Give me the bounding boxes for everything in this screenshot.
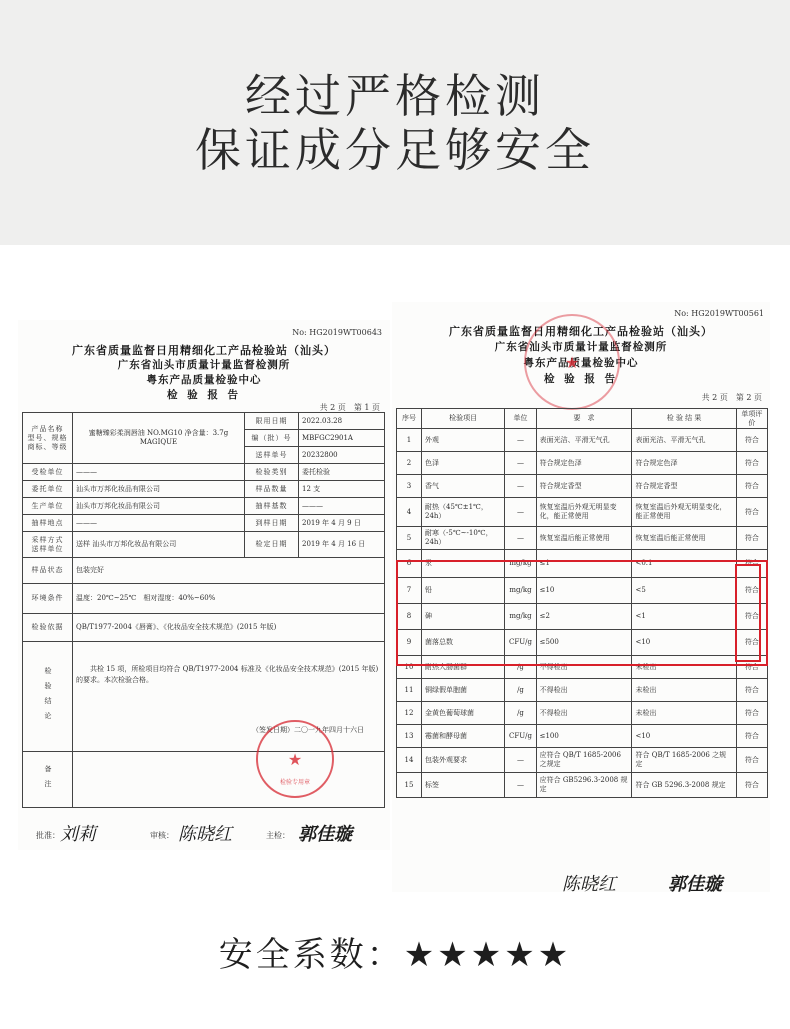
- main-inspector-signature: 郭佳璇: [668, 874, 722, 895]
- issue-date: （签发日期）二〇一九年四月十六日: [252, 726, 364, 734]
- test-item: 菌落总数: [422, 630, 505, 656]
- requirement: ≤100: [536, 725, 632, 748]
- info-label: 检定日期: [245, 532, 299, 558]
- unit: —: [505, 773, 536, 798]
- info-label: 送样单号: [245, 447, 299, 464]
- seal-text: 检验专用章: [279, 779, 310, 786]
- safety-rating: [0, 935, 790, 975]
- test-result: 未检出: [632, 679, 736, 702]
- row-number: 12: [397, 702, 422, 725]
- test-item: 香气: [422, 475, 505, 498]
- evaluation: 符合: [736, 527, 767, 550]
- info-label: 检验类别: [245, 464, 299, 481]
- main-inspector-label: 主检：: [266, 831, 290, 840]
- test-result: 符合规定香型: [632, 475, 736, 498]
- org-name-1: 广东省质量监督日用精细化工产品检验站（汕头）: [449, 325, 713, 338]
- evaluation: 符合: [736, 679, 767, 702]
- info-value: 汕头市万邦化妆品有限公司: [73, 498, 245, 515]
- col-header: 序号: [397, 409, 422, 429]
- sample-state-label: 样品状态: [23, 558, 73, 584]
- org-name-2: 广东省汕头市质量计量监督检测所: [494, 341, 668, 353]
- table-row: [397, 475, 768, 498]
- info-label: 抽样地点: [23, 515, 73, 532]
- table-row: [397, 748, 768, 773]
- conclusion-label: 检验结论: [23, 642, 73, 752]
- star-icon: ★★★★★: [403, 935, 572, 975]
- col-header: 检验项目: [422, 409, 505, 429]
- row-number: 13: [397, 725, 422, 748]
- requirement: 表面光洁、平滑无气孔: [536, 429, 632, 452]
- requirement: ≤500: [536, 630, 632, 656]
- table-row: [397, 527, 768, 550]
- info-value: 2019 年 4 月 16 日: [299, 532, 385, 558]
- row-number: 14: [397, 748, 422, 773]
- table-row: [397, 452, 768, 475]
- info-label: 编（批）号: [245, 430, 299, 447]
- test-result: 符合规定色泽: [632, 452, 736, 475]
- unit: /g: [505, 656, 536, 679]
- info-value: ———: [73, 515, 245, 532]
- test-result: <10: [632, 725, 736, 748]
- requirement: 不得检出: [536, 656, 632, 679]
- test-item: 汞: [422, 550, 505, 578]
- unit: —: [505, 429, 536, 452]
- evaluation: 符合: [736, 429, 767, 452]
- page-indicator: 共 2 页 第 1 页: [319, 403, 380, 412]
- inspection-report-page-1: [18, 320, 390, 850]
- basis-label: 检验依据: [23, 614, 73, 642]
- org-name-3: 粤东产品质量检验中心: [523, 357, 639, 369]
- requirement: 不得检出: [536, 679, 632, 702]
- requirement: ≤10: [536, 578, 632, 604]
- row-number: 9: [397, 630, 422, 656]
- col-header: 单项评价: [736, 409, 767, 429]
- test-item: 标签: [422, 773, 505, 798]
- info-label: 生产单位: [23, 498, 73, 515]
- row-number: 3: [397, 475, 422, 498]
- requirement: 符合规定香型: [536, 475, 632, 498]
- unit: mg/kg: [505, 578, 536, 604]
- requirement: 恢复室温后外观无明显变化，能正常使用: [536, 498, 632, 527]
- environment-value: 温度：20℃~25℃ 相对湿度：40%~60%: [73, 584, 385, 614]
- row-number: 8: [397, 604, 422, 630]
- evaluation: 符合: [736, 630, 767, 656]
- sample-state-value: 包装完好: [73, 558, 385, 584]
- evaluation: 符合: [736, 656, 767, 679]
- test-item: 铅: [422, 578, 505, 604]
- info-value: 20232800: [299, 447, 385, 464]
- row-number: 15: [397, 773, 422, 798]
- requirement: 应符合 QB/T 1685-2006 之规定: [536, 748, 632, 773]
- info-label: 样品数量: [245, 481, 299, 498]
- test-item: 耐热（45℃±1℃，24h）: [422, 498, 505, 527]
- note-value: [73, 752, 385, 808]
- unit: CFU/g: [505, 725, 536, 748]
- info-label: 到样日期: [245, 515, 299, 532]
- test-item: 色泽: [422, 452, 505, 475]
- conclusion-text: 共检 15 项，所检项目均符合 QB/T1977-2004 标准及《化妆品安全技术规范》(2015 年版) 的要求。本次检验合格。: [76, 665, 379, 684]
- row-number: 5: [397, 527, 422, 550]
- info-value: 委托检验: [299, 464, 385, 481]
- approve-signature: 刘莉: [60, 824, 96, 845]
- requirement: ≤2: [536, 604, 632, 630]
- info-value: 送样 汕头市万邦化妆品有限公司: [73, 532, 245, 558]
- test-result: 恢复室温后能正常使用: [632, 527, 736, 550]
- row-number: 11: [397, 679, 422, 702]
- evaluation: 符合: [736, 702, 767, 725]
- info-value: ———: [73, 464, 245, 481]
- evaluation: 符合: [736, 498, 767, 527]
- test-result: <0.1: [632, 550, 736, 578]
- test-item: 霉菌和酵母菌: [422, 725, 505, 748]
- unit: —: [505, 452, 536, 475]
- info-value: 2022.03.28: [299, 413, 385, 430]
- environment-label: 环境条件: [23, 584, 73, 614]
- test-item: 耐热大肠菌群: [422, 656, 505, 679]
- test-item: 耐寒（-5℃~-10℃，24h）: [422, 527, 505, 550]
- product-name-label: 产品名称 型号、规格 商标、等级: [23, 413, 73, 464]
- info-label: 受检单位: [23, 464, 73, 481]
- report-title: 检 验 报 告: [544, 373, 618, 385]
- safety-rating-label: 安全系数：: [218, 935, 404, 975]
- highlight-frame: [396, 560, 768, 666]
- org-name-2: 广东省汕头市质量计量监督检测所: [117, 359, 291, 371]
- unit: mg/kg: [505, 604, 536, 630]
- test-item: 金黄色葡萄球菌: [422, 702, 505, 725]
- header-banner: [0, 0, 790, 245]
- test-result: 符合 QB/T 1685-2006 之规定: [632, 748, 736, 773]
- headline-line-1: 经过严格检测: [245, 69, 545, 123]
- row-number: 2: [397, 452, 422, 475]
- row-number: 6: [397, 550, 422, 578]
- review-signature: 陈晓红: [178, 824, 232, 845]
- info-label: 委托单位: [23, 481, 73, 498]
- report-number: No: HG2019WT00561: [674, 309, 764, 318]
- test-item: 外观: [422, 429, 505, 452]
- approve-label: 批准：: [36, 831, 60, 840]
- info-label: 抽样基数: [245, 498, 299, 515]
- unit: —: [505, 748, 536, 773]
- unit: —: [505, 498, 536, 527]
- test-result: <5: [632, 578, 736, 604]
- review-label: 审核：: [150, 831, 174, 840]
- report-number: No: HG2019WT00643: [292, 328, 382, 337]
- basis-value: QB/T1977-2004《唇膏》、《化妆品安全技术规范》(2015 年版): [73, 614, 385, 642]
- row-number: 10: [397, 656, 422, 679]
- row-number: 7: [397, 578, 422, 604]
- test-result: 未检出: [632, 656, 736, 679]
- test-item: 包装外观要求: [422, 748, 505, 773]
- row-number: 1: [397, 429, 422, 452]
- unit: —: [505, 527, 536, 550]
- unit: /g: [505, 702, 536, 725]
- inspection-report-page-2: [392, 302, 770, 895]
- evaluation: 符合: [736, 578, 767, 604]
- info-value: 2019 年 4 月 9 日: [299, 515, 385, 532]
- evaluation: 符合: [736, 604, 767, 630]
- conclusion-cell: [73, 642, 385, 752]
- test-result: 未检出: [632, 702, 736, 725]
- headline-line-2: 保证成分足够安全: [195, 123, 595, 177]
- test-result: <10: [632, 630, 736, 656]
- table-row: [397, 725, 768, 748]
- org-name-3: 粤东产品质量检验中心: [146, 374, 262, 386]
- unit: CFU/g: [505, 630, 536, 656]
- table-row: [397, 429, 768, 452]
- org-name-1: 广东省质量监督日用精细化工产品检验站（汕头）: [72, 344, 336, 357]
- evaluation: 符合: [736, 475, 767, 498]
- highlight-evaluation-frame: [735, 564, 761, 662]
- col-header: 要 求: [536, 409, 632, 429]
- report-title: 检 验 报 告: [167, 389, 241, 401]
- note-label: 备注: [23, 752, 73, 808]
- table-row: [397, 702, 768, 725]
- info-value: ———: [299, 498, 385, 515]
- table-row: [397, 773, 768, 798]
- test-result: 符合 GB 5296.3-2008 规定: [632, 773, 736, 798]
- page-indicator: 共 2 页 第 2 页: [701, 393, 762, 402]
- requirement: ≤1: [536, 550, 632, 578]
- table-row: [397, 679, 768, 702]
- info-value: 汕头市万邦化妆品有限公司: [73, 481, 245, 498]
- evaluation: 符合: [736, 550, 767, 578]
- test-result: 表面光洁、平滑无气孔: [632, 429, 736, 452]
- col-header: 单位: [505, 409, 536, 429]
- requirement: 恢复室温后能正常使用: [536, 527, 632, 550]
- official-seal: [524, 314, 620, 410]
- test-result: 恢复室温后外观无明显变化，能正常使用: [632, 498, 736, 527]
- requirement: 不得检出: [536, 702, 632, 725]
- info-value: MBFGC2901A: [299, 430, 385, 447]
- info-label: 采样方式 送样单位: [23, 532, 73, 558]
- table-row: [397, 498, 768, 527]
- official-seal: [256, 720, 334, 798]
- product-name-value: 蜜糖臻彩柔润唇油 NO.MG10 净含量：3.7g MAGIQUE: [73, 413, 245, 464]
- unit: mg/kg: [505, 550, 536, 578]
- test-item: 铜绿假单胞菌: [422, 679, 505, 702]
- unit: /g: [505, 679, 536, 702]
- evaluation: 符合: [736, 773, 767, 798]
- evaluation: 符合: [736, 748, 767, 773]
- unit: —: [505, 475, 536, 498]
- info-label: 限用日期: [245, 413, 299, 430]
- test-result: <1: [632, 604, 736, 630]
- test-item: 砷: [422, 604, 505, 630]
- table-header-row: [397, 409, 768, 429]
- requirement: 应符合 GB5296.3-2008 规定: [536, 773, 632, 798]
- requirement: 符合规定色泽: [536, 452, 632, 475]
- col-header: 检 验 结 果: [632, 409, 736, 429]
- review-signature: 陈晓红: [562, 874, 616, 895]
- row-number: 4: [397, 498, 422, 527]
- main-inspector-signature: 郭佳璇: [298, 824, 352, 845]
- evaluation: 符合: [736, 725, 767, 748]
- info-value: 12 支: [299, 481, 385, 498]
- evaluation: 符合: [736, 452, 767, 475]
